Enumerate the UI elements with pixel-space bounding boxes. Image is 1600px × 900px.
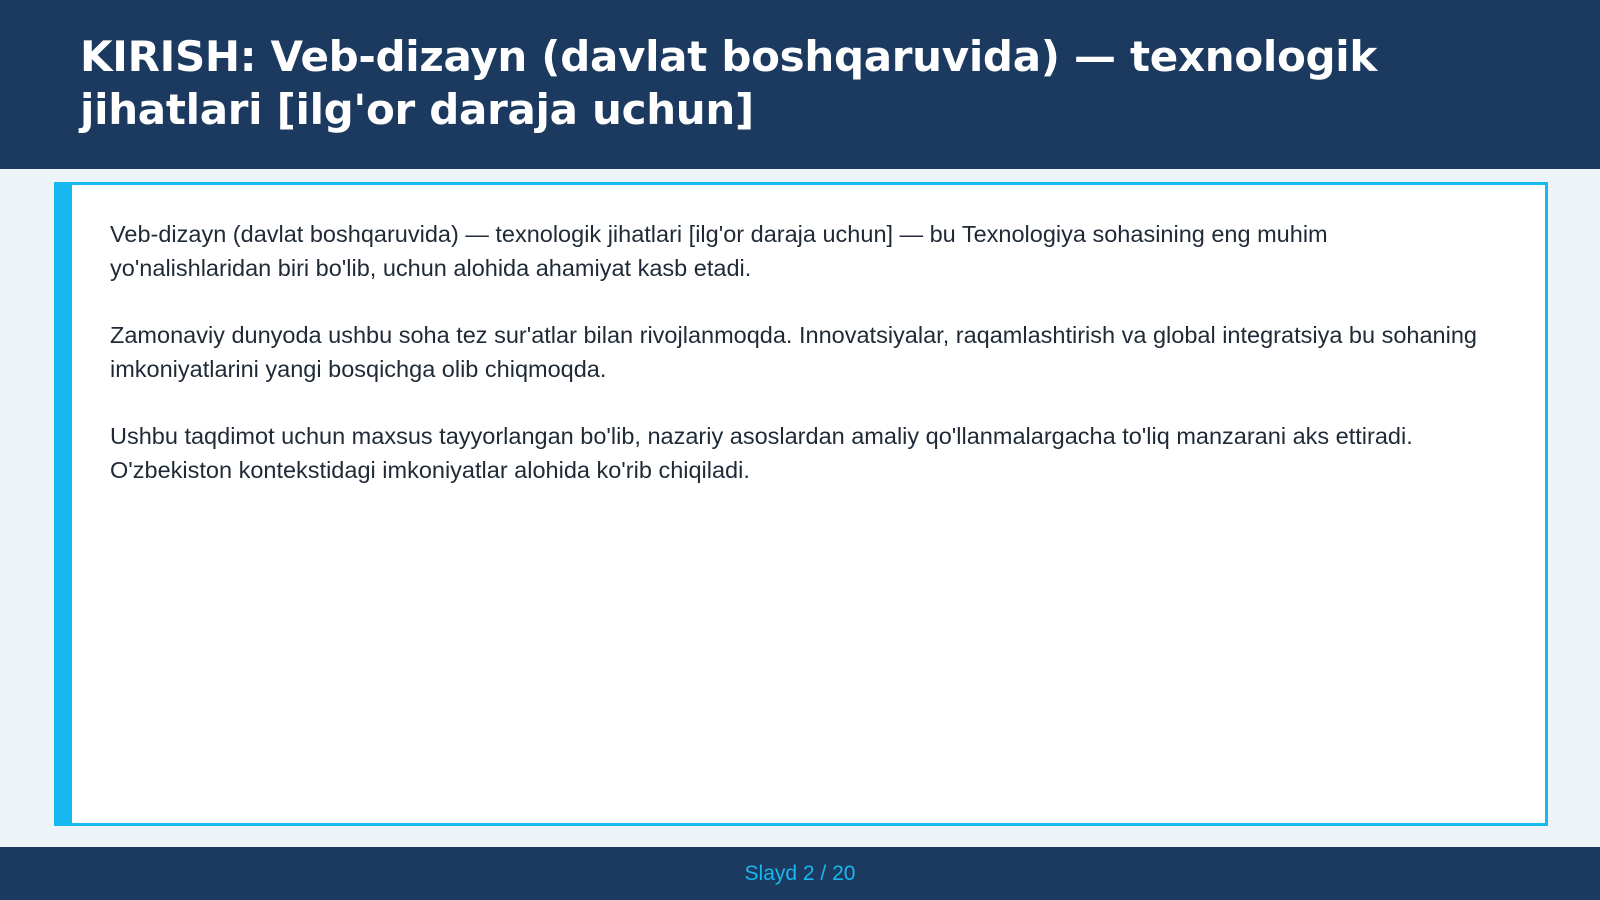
slide-footer <box>0 847 1600 900</box>
slide-title: KIRISH: Veb-dizayn (davlat boshqaruvida) — texnologik jihatlari [ilg'or daraja uchun] <box>80 32 1378 134</box>
purpose-paragraph: Ushbu taqdimot uchun maxsus tayyorlangan bo'lib, nazariy asoslardan amaliy qo'llanmalargacha to'liq manzarani aks ettiradi. O'zbekiston kontekstidagi imkoniyatlar alohida ko'rib chiqiladi. <box>110 423 1413 483</box>
content-card <box>54 182 1548 826</box>
slide-counter: Slayd 2 / 20 <box>744 861 856 885</box>
slide-header <box>0 0 1600 169</box>
trends-paragraph: Zamonaviy dunyoda ushbu soha tez sur'atlar bilan rivojlanmoqda. Innovatsiyalar, raqamlashtirish va global integratsiya bu sohaning imkoniyatlarini yangi bosqichga olib chiqmoqda. <box>110 322 1477 382</box>
intro-paragraph: Veb-dizayn (davlat boshqaruvida) — texnologik jihatlari [ilg'or daraja uchun] — bu Texnologiya sohasining eng muhim yo'nalishlaridan biri bo'lib, uchun alohida ahamiyat kasb etadi. <box>110 221 1328 281</box>
